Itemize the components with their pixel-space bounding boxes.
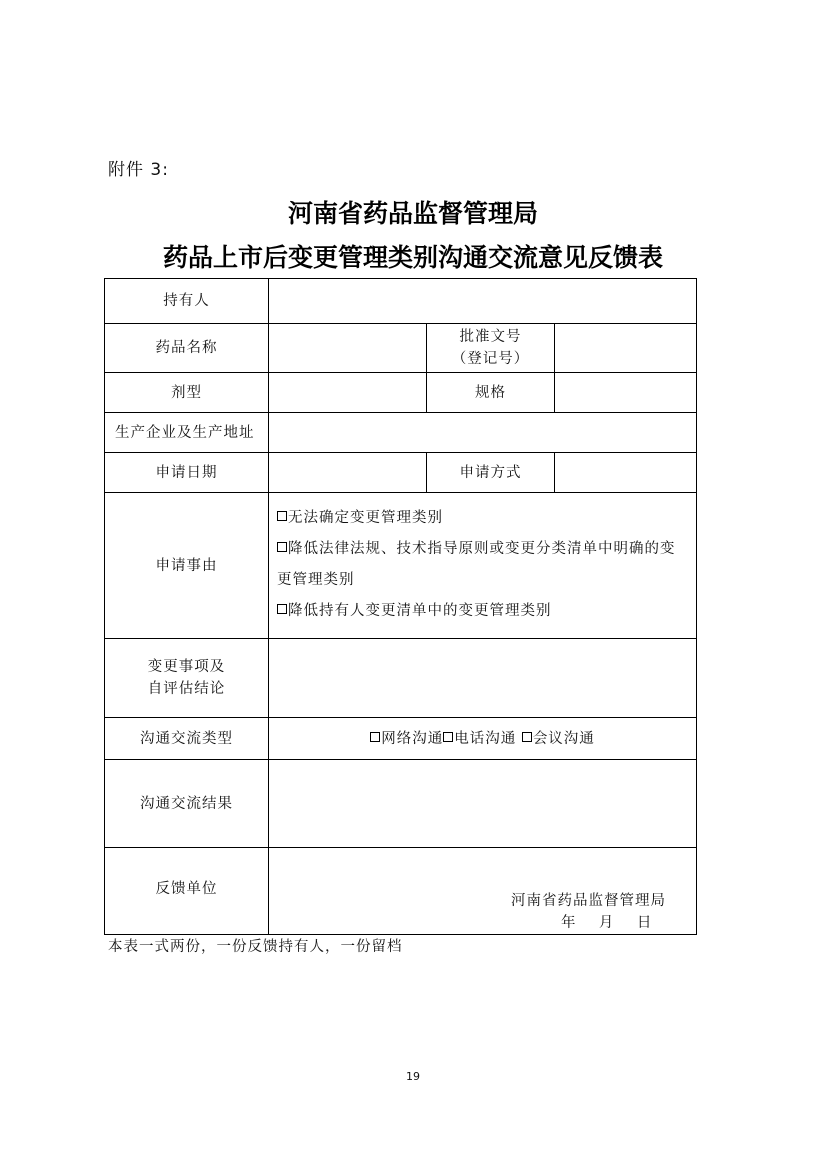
- manufacturer-field[interactable]: [269, 413, 697, 453]
- page-number: 19: [406, 1070, 420, 1083]
- reason-option-3-text: 降低持有人变更清单中的变更管理类别: [288, 603, 552, 619]
- checkbox-icon[interactable]: [277, 511, 287, 521]
- footnote: 本表一式两份，一份反馈持有人，一份留档: [108, 939, 403, 955]
- reason-option-1[interactable]: [277, 503, 690, 534]
- dosage-form-label: 剂型: [105, 373, 269, 413]
- checkbox-icon[interactable]: [277, 604, 287, 614]
- apply-method-label: 申请方式: [427, 453, 555, 493]
- comm-option-phone[interactable]: [443, 731, 516, 747]
- drug-name-label: 药品名称: [105, 324, 269, 373]
- comm-type-label: 沟通交流类型: [105, 718, 269, 760]
- feedback-org: 河南省药品监督管理局: [511, 893, 666, 909]
- reason-options: [269, 493, 697, 639]
- apply-date-field[interactable]: [269, 453, 427, 493]
- row-holder: [105, 279, 697, 324]
- document-title-line2: 药品上市后变更管理类别沟通交流意见反馈表: [162, 243, 663, 272]
- checkbox-icon[interactable]: [370, 732, 380, 742]
- approval-number-field[interactable]: [555, 324, 697, 373]
- row-apply-date: [105, 453, 697, 493]
- holder-field[interactable]: [269, 279, 697, 324]
- dosage-form-field[interactable]: [269, 373, 427, 413]
- comm-result-field[interactable]: [269, 760, 697, 848]
- checkbox-icon[interactable]: [522, 732, 532, 742]
- approval-number-label: [427, 324, 555, 373]
- approval-number-label-line1: 批准文号: [459, 329, 522, 345]
- row-change-items: [105, 639, 697, 718]
- comm-option-phone-text: 电话沟通: [454, 730, 517, 747]
- document-title-line1: 河南省药品监督管理局: [287, 199, 538, 228]
- reason-option-2[interactable]: [277, 534, 690, 596]
- row-comm-result: [105, 760, 697, 848]
- change-items-field[interactable]: [269, 639, 697, 718]
- approval-number-label-line2: （登记号）: [451, 351, 530, 367]
- holder-label: 持有人: [105, 279, 269, 324]
- row-feedback: [105, 848, 697, 935]
- comm-option-meeting[interactable]: [522, 731, 595, 747]
- row-comm-type: [105, 718, 697, 760]
- comm-option-online-text: 网络沟通: [381, 730, 444, 747]
- comm-option-online[interactable]: [370, 731, 443, 747]
- attachment-label: 附件 3:: [108, 160, 169, 180]
- feedback-unit-label: 反馈单位: [105, 848, 269, 935]
- checkbox-icon[interactable]: [277, 542, 287, 552]
- drug-name-field[interactable]: [269, 324, 427, 373]
- reason-option-1-text: 无法确定变更管理类别: [288, 510, 443, 526]
- comm-result-label: 沟通交流结果: [105, 760, 269, 848]
- spec-label: 规格: [427, 373, 555, 413]
- change-items-label: [105, 639, 269, 718]
- apply-method-field[interactable]: [555, 453, 697, 493]
- reason-label: 申请事由: [105, 493, 269, 639]
- spec-field[interactable]: [555, 373, 697, 413]
- feedback-date: 年 月 日: [561, 915, 653, 931]
- row-drug-name: [105, 324, 697, 373]
- comm-type-options: [269, 718, 697, 760]
- reason-option-2-text: 降低法律法规、技术指导原则或变更分类清单中明确的变更管理类别: [277, 541, 676, 588]
- checkbox-icon[interactable]: [443, 732, 453, 742]
- row-manufacturer: [105, 413, 697, 453]
- row-dosage: [105, 373, 697, 413]
- comm-option-meeting-text: 会议沟通: [532, 730, 595, 747]
- apply-date-label: 申请日期: [105, 453, 269, 493]
- reason-option-3[interactable]: [277, 596, 690, 627]
- change-items-label-line2: 自评估结论: [147, 681, 226, 697]
- row-reason: [105, 493, 697, 639]
- manufacturer-label: 生产企业及生产地址: [105, 413, 269, 453]
- feedback-unit-field[interactable]: [269, 848, 697, 935]
- feedback-form-table: [104, 278, 697, 935]
- change-items-label-line1: 变更事项及: [147, 659, 226, 675]
